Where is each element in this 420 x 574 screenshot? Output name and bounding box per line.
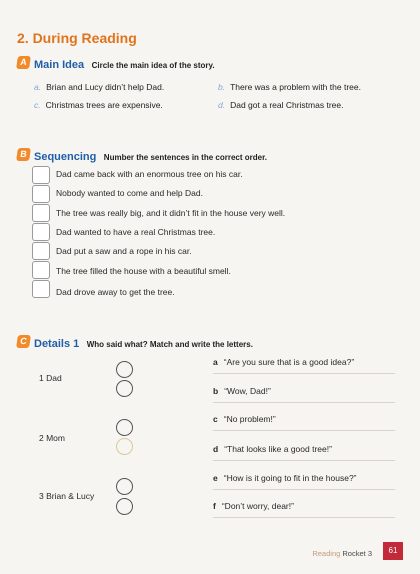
answer-line [213, 460, 395, 461]
match-circle[interactable] [116, 380, 133, 397]
quote-text: “How is it going to fit in the house?” [223, 473, 357, 483]
option-text: There was a problem with the tree. [230, 82, 361, 92]
section-a-heading: Main Idea [34, 59, 85, 71]
section-a-header [34, 55, 215, 73]
sequence-number-box[interactable] [32, 166, 50, 184]
speaker-dad: 1 Dad [39, 373, 62, 383]
quote-f [213, 501, 294, 511]
quote-text: “Wow, Dad!” [224, 386, 271, 396]
section-c-instruction: Who said what? Match and write the letters. [86, 340, 253, 349]
quote-text: “No problem!” [223, 414, 276, 424]
option-text: Brian and Lucy didn’t help Dad. [46, 82, 165, 92]
section-a-instruction: Circle the main idea of the story. [91, 61, 215, 70]
option-letter: b. [218, 82, 226, 92]
option-a[interactable] [34, 82, 164, 92]
quote-letter: f [213, 501, 216, 511]
sequence-number-box[interactable] [32, 261, 50, 279]
match-circle[interactable] [116, 438, 133, 455]
quote-c [213, 414, 276, 424]
sequence-number-box[interactable] [32, 280, 50, 298]
section-c-heading: Details 1 [34, 338, 80, 350]
option-text: Christmas trees are expensive. [45, 100, 163, 110]
option-b[interactable] [218, 82, 361, 92]
answer-line [213, 402, 395, 403]
sequence-sentence: Dad came back with an enormous tree on his car. [56, 169, 243, 179]
answer-line [213, 517, 395, 518]
section-c-header [34, 334, 253, 352]
sequence-number-box[interactable] [32, 242, 50, 260]
page-title: 2. During Reading [17, 30, 137, 46]
quote-b [213, 386, 271, 396]
sequence-sentence: Dad put a saw and a rope in his car. [56, 246, 192, 256]
page-number: 61 [383, 542, 403, 560]
section-b-instruction: Number the sentences in the correct order. [103, 153, 267, 162]
option-d[interactable] [218, 100, 343, 110]
option-letter: d. [218, 100, 226, 110]
match-circle[interactable] [116, 498, 133, 515]
match-circle[interactable] [116, 419, 133, 436]
answer-line [213, 373, 395, 374]
option-text: Dad got a real Christmas tree. [230, 100, 344, 110]
quote-letter: e [213, 473, 218, 483]
match-circle[interactable] [116, 478, 133, 495]
quote-letter: b [213, 386, 219, 396]
sequence-sentence: The tree filled the house with a beautiful smell. [56, 266, 231, 276]
quote-letter: c [213, 414, 218, 424]
option-c[interactable] [34, 100, 163, 110]
answer-line [213, 489, 395, 490]
section-c-badge: C [16, 335, 31, 348]
sequence-sentence: Dad drove away to get the tree. [56, 287, 175, 297]
quote-a [213, 357, 354, 367]
sequence-sentence: The tree was really big, and it didn’t fit in the house very well. [56, 208, 286, 218]
sequence-sentence: Nobody wanted to come and help Dad. [56, 188, 203, 198]
footer-rocket: Rocket 3 [342, 549, 372, 558]
quote-text: “Don’t worry, dear!” [221, 501, 294, 511]
speaker-mom: 2 Mom [39, 433, 65, 443]
sequence-sentence: Dad wanted to have a real Christmas tree. [56, 227, 216, 237]
quote-e [213, 473, 357, 483]
section-a-badge: A [16, 56, 31, 69]
option-letter: a. [34, 82, 42, 92]
footer-reading: Reading [312, 549, 341, 558]
section-b-badge: B [16, 148, 31, 161]
option-letter: c. [34, 100, 41, 110]
footer-series [312, 549, 372, 558]
sequence-number-box[interactable] [32, 223, 50, 241]
quote-d [213, 444, 332, 454]
answer-line [213, 430, 395, 431]
quote-text: “Are you sure that is a good idea?” [223, 357, 355, 367]
section-b-header [34, 147, 267, 165]
sequence-number-box[interactable] [32, 185, 50, 203]
quote-letter: d [213, 444, 219, 454]
match-circle[interactable] [116, 361, 133, 378]
quote-text: “That looks like a good tree!” [224, 444, 332, 454]
section-b-heading: Sequencing [34, 151, 97, 163]
quote-letter: a [213, 357, 218, 367]
speaker-brian-lucy: 3 Brian & Lucy [39, 491, 95, 501]
sequence-number-box[interactable] [32, 204, 50, 222]
